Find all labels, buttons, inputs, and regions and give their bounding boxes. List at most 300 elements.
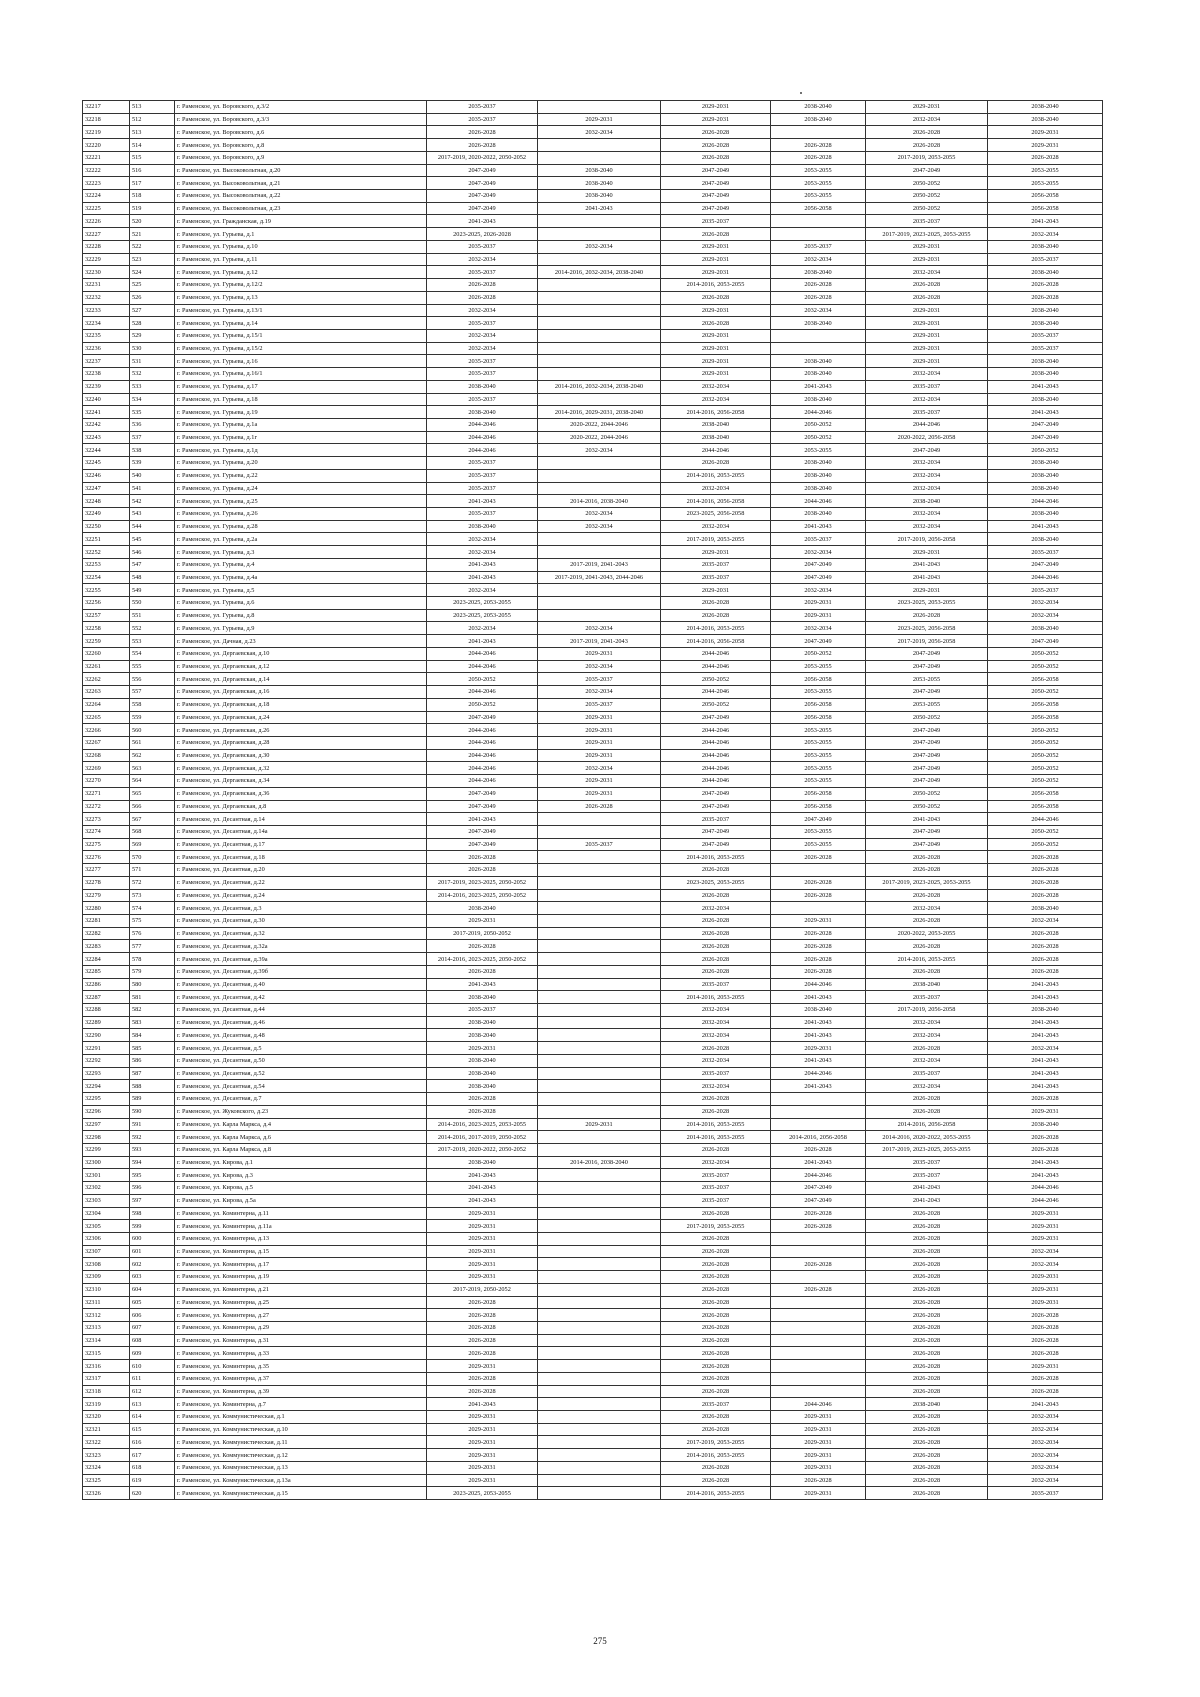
period-cell-2 (538, 940, 661, 953)
address-cell: г. Раменское, ул. Гурьева, д.1 (175, 228, 427, 241)
period-cell-4: 2053-2055 (771, 762, 866, 775)
local-number-cell: 568 (130, 825, 175, 838)
local-number-cell: 611 (130, 1372, 175, 1385)
period-cell-3: 2026-2028 (661, 228, 771, 241)
address-cell: г. Раменское, ул. Гурьева, д.20 (175, 457, 427, 470)
period-cell-4: 2035-2037 (771, 240, 866, 253)
table-row (83, 775, 1103, 788)
address-cell: г. Раменское, ул. Воровского, д.3/2 (175, 101, 427, 114)
period-cell-6: 2050-2052 (988, 775, 1103, 788)
address-cell: г. Раменское, ул. Десантная, д.42 (175, 991, 427, 1004)
period-cell-1: 2047-2049 (427, 164, 538, 177)
period-cell-2: 2029-2031 (538, 787, 661, 800)
period-cell-1: 2038-2040 (427, 1054, 538, 1067)
table-row (83, 1232, 1103, 1245)
period-cell-5: 2026-2028 (866, 1283, 988, 1296)
row-id-cell: 32298 (83, 1131, 130, 1144)
period-cell-3: 2026-2028 (661, 291, 771, 304)
address-cell: г. Раменское, ул. Жуковского, д.23 (175, 1105, 427, 1118)
local-number-cell: 530 (130, 342, 175, 355)
local-number-cell: 613 (130, 1398, 175, 1411)
local-number-cell: 570 (130, 851, 175, 864)
row-id-cell: 32270 (83, 775, 130, 788)
table-row (83, 597, 1103, 610)
local-number-cell: 560 (130, 724, 175, 737)
period-cell-5: 2026-2028 (866, 940, 988, 953)
period-cell-5: 2032-2034 (866, 469, 988, 482)
period-cell-5: 2032-2034 (866, 508, 988, 521)
period-cell-5: 2020-2022, 2056-2058 (866, 431, 988, 444)
period-cell-3: 2035-2037 (661, 1182, 771, 1195)
table-row (83, 380, 1103, 393)
period-cell-6: 2026-2028 (988, 864, 1103, 877)
period-cell-2 (538, 1474, 661, 1487)
period-cell-4: 2032-2034 (771, 253, 866, 266)
period-cell-1: 2041-2043 (427, 558, 538, 571)
row-id-cell: 32283 (83, 940, 130, 953)
table-row (83, 1296, 1103, 1309)
period-cell-4: 2053-2055 (771, 190, 866, 203)
period-cell-2: 2032-2034 (538, 508, 661, 521)
row-id-cell: 32297 (83, 1118, 130, 1131)
local-number-cell: 540 (130, 469, 175, 482)
period-cell-6: 2032-2034 (988, 609, 1103, 622)
table-row (83, 240, 1103, 253)
row-id-cell: 32287 (83, 991, 130, 1004)
period-cell-6: 2056-2058 (988, 711, 1103, 724)
period-cell-1: 2047-2049 (427, 190, 538, 203)
period-cell-6: 2038-2040 (988, 622, 1103, 635)
period-cell-1: 2026-2028 (427, 940, 538, 953)
period-cell-6: 2047-2049 (988, 418, 1103, 431)
period-cell-5: 2026-2028 (866, 1105, 988, 1118)
period-cell-2: 2029-2031 (538, 113, 661, 126)
period-cell-3: 2035-2037 (661, 571, 771, 584)
local-number-cell: 564 (130, 775, 175, 788)
period-cell-3: 2047-2049 (661, 825, 771, 838)
period-cell-4 (771, 329, 866, 342)
period-cell-2 (538, 393, 661, 406)
table-row (83, 190, 1103, 203)
period-cell-3: 2026-2028 (661, 597, 771, 610)
period-cell-5: 2026-2028 (866, 1334, 988, 1347)
period-cell-5: 2023-2025, 2056-2058 (866, 622, 988, 635)
table-row (83, 457, 1103, 470)
row-id-cell: 32269 (83, 762, 130, 775)
period-cell-6: 2038-2040 (988, 266, 1103, 279)
period-cell-1: 2041-2043 (427, 571, 538, 584)
period-cell-4: 2029-2031 (771, 1042, 866, 1055)
period-cell-4: 2029-2031 (771, 1411, 866, 1424)
period-cell-5: 2026-2028 (866, 1042, 988, 1055)
period-cell-2: 2032-2034 (538, 660, 661, 673)
period-cell-5: 2053-2055 (866, 673, 988, 686)
table-row (83, 1207, 1103, 1220)
period-cell-3: 2035-2037 (661, 978, 771, 991)
period-cell-4: 2047-2049 (771, 635, 866, 648)
address-cell: г. Раменское, ул. Коминтерна, д.17 (175, 1258, 427, 1271)
period-cell-4: 2026-2028 (771, 1474, 866, 1487)
local-number-cell: 552 (130, 622, 175, 635)
period-cell-5: 2017-2019, 2056-2058 (866, 635, 988, 648)
table-row (83, 1131, 1103, 1144)
period-cell-1: 2014-2016, 2017-2019, 2050-2052 (427, 1131, 538, 1144)
period-cell-4 (771, 215, 866, 228)
period-cell-3: 2026-2028 (661, 1143, 771, 1156)
period-cell-3: 2038-2040 (661, 418, 771, 431)
local-number-cell: 554 (130, 647, 175, 660)
period-cell-6: 2026-2028 (988, 1131, 1103, 1144)
address-cell: г. Раменское, ул. Гурьева, д.1г (175, 431, 427, 444)
period-cell-5: 2041-2043 (866, 813, 988, 826)
period-cell-4: 2026-2028 (771, 953, 866, 966)
row-id-cell: 32230 (83, 266, 130, 279)
period-cell-2 (538, 1258, 661, 1271)
period-cell-2 (538, 279, 661, 292)
period-cell-3: 2026-2028 (661, 1423, 771, 1436)
table-row (83, 279, 1103, 292)
period-cell-6: 2026-2028 (988, 1143, 1103, 1156)
period-cell-6: 2038-2040 (988, 1118, 1103, 1131)
period-cell-1: 2017-2019, 2023-2025, 2050-2052 (427, 876, 538, 889)
period-cell-4 (771, 1118, 866, 1131)
period-cell-6: 2050-2052 (988, 724, 1103, 737)
period-cell-5: 2017-2019, 2023-2025, 2053-2055 (866, 228, 988, 241)
period-cell-2 (538, 991, 661, 1004)
period-cell-4: 2038-2040 (771, 368, 866, 381)
table-row (83, 1487, 1103, 1500)
period-cell-5: 2026-2028 (866, 139, 988, 152)
table-row (83, 1182, 1103, 1195)
period-cell-5: 2035-2037 (866, 1169, 988, 1182)
period-cell-6: 2026-2028 (988, 953, 1103, 966)
period-cell-5: 2050-2052 (866, 190, 988, 203)
period-cell-5: 2035-2037 (866, 380, 988, 393)
period-cell-6: 2029-2031 (988, 139, 1103, 152)
period-cell-2 (538, 1105, 661, 1118)
period-cell-6: 2035-2037 (988, 546, 1103, 559)
period-cell-5: 2053-2055 (866, 698, 988, 711)
period-cell-5: 2029-2031 (866, 317, 988, 330)
row-id-cell: 32300 (83, 1156, 130, 1169)
table-row (83, 304, 1103, 317)
table-row (83, 1194, 1103, 1207)
row-id-cell: 32302 (83, 1182, 130, 1195)
period-cell-2 (538, 953, 661, 966)
period-cell-1: 2029-2031 (427, 1042, 538, 1055)
period-cell-2: 2038-2040 (538, 164, 661, 177)
local-number-cell: 512 (130, 113, 175, 126)
period-cell-4: 2047-2049 (771, 558, 866, 571)
period-cell-3: 2026-2028 (661, 609, 771, 622)
address-cell: г. Раменское, ул. Коминтерна, д.39 (175, 1385, 427, 1398)
period-cell-2 (538, 329, 661, 342)
table-row (83, 1143, 1103, 1156)
period-cell-1: 2026-2028 (427, 851, 538, 864)
period-cell-1: 2035-2037 (427, 317, 538, 330)
period-cell-1: 2026-2028 (427, 279, 538, 292)
address-cell: г. Раменское, ул. Дергаевская, д.26 (175, 724, 427, 737)
period-cell-5: 2023-2025, 2053-2055 (866, 597, 988, 610)
local-number-cell: 588 (130, 1080, 175, 1093)
period-cell-6: 2035-2037 (988, 1487, 1103, 1500)
period-cell-6: 2032-2034 (988, 228, 1103, 241)
address-cell: г. Раменское, ул. Десантная, д.44 (175, 1004, 427, 1017)
address-cell: г. Раменское, ул. Кирова, д.5а (175, 1194, 427, 1207)
period-cell-2: 2038-2040 (538, 177, 661, 190)
period-cell-2 (538, 825, 661, 838)
row-id-cell: 32236 (83, 342, 130, 355)
period-cell-6: 2041-2043 (988, 991, 1103, 1004)
period-cell-3: 2032-2034 (661, 520, 771, 533)
row-id-cell: 32286 (83, 978, 130, 991)
table-row (83, 876, 1103, 889)
period-cell-5: 2047-2049 (866, 686, 988, 699)
period-cell-1: 2026-2028 (427, 291, 538, 304)
period-cell-1: 2029-2031 (427, 915, 538, 928)
period-cell-4: 2029-2031 (771, 1461, 866, 1474)
row-id-cell: 32324 (83, 1461, 130, 1474)
period-cell-2 (538, 228, 661, 241)
period-cell-2 (538, 813, 661, 826)
period-cell-6: 2041-2043 (988, 1156, 1103, 1169)
period-cell-5: 2032-2034 (866, 368, 988, 381)
period-cell-3: 2026-2028 (661, 1309, 771, 1322)
table-row (83, 686, 1103, 699)
period-cell-2: 2020-2022, 2044-2046 (538, 431, 661, 444)
period-cell-5: 2050-2052 (866, 787, 988, 800)
table-row (83, 1322, 1103, 1335)
period-cell-2 (538, 469, 661, 482)
period-cell-6: 2050-2052 (988, 444, 1103, 457)
row-id-cell: 32245 (83, 457, 130, 470)
period-cell-1: 2038-2040 (427, 520, 538, 533)
period-cell-3: 2050-2052 (661, 673, 771, 686)
table-row (83, 1245, 1103, 1258)
table-row (83, 1054, 1103, 1067)
period-cell-3: 2047-2049 (661, 787, 771, 800)
period-cell-1: 2044-2046 (427, 762, 538, 775)
address-cell: г. Раменское, ул. Коминтерна, д.25 (175, 1296, 427, 1309)
period-cell-6: 2038-2040 (988, 469, 1103, 482)
period-cell-2 (538, 368, 661, 381)
period-cell-2: 2014-2016, 2032-2034, 2038-2040 (538, 380, 661, 393)
period-cell-6: 2029-2031 (988, 1207, 1103, 1220)
period-cell-5: 2035-2037 (866, 1156, 988, 1169)
address-cell: г. Раменское, ул. Воровского, д.6 (175, 126, 427, 139)
address-cell: г. Раменское, ул. Дергаевская, д.10 (175, 647, 427, 660)
period-cell-6: 2041-2043 (988, 1067, 1103, 1080)
address-cell: г. Раменское, ул. Коминтерна, д.15 (175, 1245, 427, 1258)
period-cell-1: 2038-2040 (427, 902, 538, 915)
table-row (83, 1474, 1103, 1487)
local-number-cell: 582 (130, 1004, 175, 1017)
period-cell-1: 2047-2049 (427, 202, 538, 215)
row-id-cell: 32251 (83, 533, 130, 546)
period-cell-2 (538, 1080, 661, 1093)
table-row (83, 724, 1103, 737)
row-id-cell: 32326 (83, 1487, 130, 1500)
period-cell-1: 2035-2037 (427, 113, 538, 126)
period-cell-6: 2041-2043 (988, 1029, 1103, 1042)
period-cell-5: 2026-2028 (866, 1232, 988, 1245)
local-number-cell: 534 (130, 393, 175, 406)
table-row (83, 228, 1103, 241)
row-id-cell: 32231 (83, 279, 130, 292)
period-cell-2: 2032-2034 (538, 126, 661, 139)
table-row (83, 1411, 1103, 1424)
period-cell-4: 2047-2049 (771, 813, 866, 826)
period-cell-5: 2029-2031 (866, 101, 988, 114)
period-cell-6: 2038-2040 (988, 368, 1103, 381)
period-cell-6: 2041-2043 (988, 1016, 1103, 1029)
local-number-cell: 577 (130, 940, 175, 953)
period-cell-3: 2044-2046 (661, 762, 771, 775)
period-cell-1: 2038-2040 (427, 380, 538, 393)
period-cell-2: 2032-2034 (538, 520, 661, 533)
local-number-cell: 618 (130, 1461, 175, 1474)
period-cell-3: 2026-2028 (661, 1042, 771, 1055)
period-cell-4: 2047-2049 (771, 1194, 866, 1207)
row-id-cell: 32290 (83, 1029, 130, 1042)
period-cell-1: 2044-2046 (427, 431, 538, 444)
period-cell-5: 2026-2028 (866, 609, 988, 622)
period-cell-6: 2038-2040 (988, 457, 1103, 470)
period-cell-1: 2035-2037 (427, 266, 538, 279)
period-cell-1: 2047-2049 (427, 177, 538, 190)
period-cell-4: 2029-2031 (771, 1436, 866, 1449)
address-cell: г. Раменское, ул. Десантная, д.14 (175, 813, 427, 826)
row-id-cell: 32317 (83, 1372, 130, 1385)
period-cell-4: 2053-2055 (771, 775, 866, 788)
row-id-cell: 32303 (83, 1194, 130, 1207)
period-cell-2 (538, 1029, 661, 1042)
period-cell-3: 2035-2037 (661, 558, 771, 571)
period-cell-2 (538, 965, 661, 978)
period-cell-3: 2050-2052 (661, 698, 771, 711)
period-cell-5: 2029-2031 (866, 546, 988, 559)
row-id-cell: 32223 (83, 177, 130, 190)
local-number-cell: 578 (130, 953, 175, 966)
period-cell-5: 2026-2028 (866, 1245, 988, 1258)
period-cell-3: 2026-2028 (661, 1461, 771, 1474)
table-row (83, 1283, 1103, 1296)
row-id-cell: 32242 (83, 418, 130, 431)
table-row (83, 1372, 1103, 1385)
period-cell-3: 2032-2034 (661, 1054, 771, 1067)
period-cell-3: 2026-2028 (661, 1105, 771, 1118)
period-cell-1: 2032-2034 (427, 304, 538, 317)
period-cell-5: 2026-2028 (866, 1385, 988, 1398)
period-cell-4: 2026-2028 (771, 889, 866, 902)
table-row (83, 266, 1103, 279)
row-id-cell: 32315 (83, 1347, 130, 1360)
period-cell-6: 2026-2028 (988, 889, 1103, 902)
local-number-cell: 601 (130, 1245, 175, 1258)
period-cell-3: 2032-2034 (661, 902, 771, 915)
table-row (83, 393, 1103, 406)
address-cell: г. Раменское, ул. Гурьева, д.18 (175, 393, 427, 406)
period-cell-4: 2053-2055 (771, 686, 866, 699)
period-cell-3: 2026-2028 (661, 1232, 771, 1245)
address-cell: г. Раменское, ул. Коминтерна, д.21 (175, 1283, 427, 1296)
local-number-cell: 619 (130, 1474, 175, 1487)
period-cell-4: 2053-2055 (771, 838, 866, 851)
period-cell-1: 2041-2043 (427, 495, 538, 508)
period-cell-2: 2029-2031 (538, 1118, 661, 1131)
address-cell: г. Раменское, ул. Высоковольтная, д.22 (175, 190, 427, 203)
period-cell-4: 2038-2040 (771, 113, 866, 126)
row-id-cell: 32217 (83, 101, 130, 114)
local-number-cell: 547 (130, 558, 175, 571)
local-number-cell: 608 (130, 1334, 175, 1347)
period-cell-5: 2014-2016, 2056-2058 (866, 1118, 988, 1131)
period-cell-2: 2020-2022, 2044-2046 (538, 418, 661, 431)
period-cell-4 (771, 1360, 866, 1373)
period-cell-2: 2014-2016, 2038-2040 (538, 1156, 661, 1169)
row-id-cell: 32243 (83, 431, 130, 444)
period-cell-2 (538, 457, 661, 470)
period-cell-1: 2023-2025, 2053-2055 (427, 597, 538, 610)
period-cell-3: 2044-2046 (661, 660, 771, 673)
period-cell-2: 2017-2019, 2041-2043, 2044-2046 (538, 571, 661, 584)
period-cell-1: 2017-2019, 2050-2052 (427, 1283, 538, 1296)
period-cell-6: 2026-2028 (988, 279, 1103, 292)
row-id-cell: 32272 (83, 800, 130, 813)
local-number-cell: 522 (130, 240, 175, 253)
address-cell: г. Раменское, ул. Карла Маркса, д.6 (175, 1131, 427, 1144)
local-number-cell: 561 (130, 736, 175, 749)
local-number-cell: 571 (130, 864, 175, 877)
period-cell-5: 2041-2043 (866, 571, 988, 584)
row-id-cell: 32224 (83, 190, 130, 203)
period-cell-1: 2038-2040 (427, 406, 538, 419)
period-cell-1: 2035-2037 (427, 1004, 538, 1017)
table-row (83, 1271, 1103, 1284)
period-cell-2 (538, 851, 661, 864)
housing-repair-schedule-table (82, 100, 1103, 1500)
local-number-cell: 587 (130, 1067, 175, 1080)
row-id-cell: 32219 (83, 126, 130, 139)
local-number-cell: 528 (130, 317, 175, 330)
period-cell-4 (771, 1372, 866, 1385)
period-cell-2 (538, 1296, 661, 1309)
period-cell-3: 2047-2049 (661, 202, 771, 215)
period-cell-1: 2026-2028 (427, 1093, 538, 1106)
local-number-cell: 597 (130, 1194, 175, 1207)
address-cell: г. Раменское, ул. Коминтерна, д.31 (175, 1334, 427, 1347)
period-cell-1: 2029-2031 (427, 1271, 538, 1284)
period-cell-1: 2038-2040 (427, 1029, 538, 1042)
local-number-cell: 526 (130, 291, 175, 304)
period-cell-6: 2026-2028 (988, 927, 1103, 940)
address-cell: г. Раменское, ул. Гурьева, д.4а (175, 571, 427, 584)
table-row (83, 915, 1103, 928)
period-cell-3: 2014-2016, 2053-2055 (661, 1487, 771, 1500)
local-number-cell: 548 (130, 571, 175, 584)
period-cell-6: 2032-2034 (988, 1042, 1103, 1055)
address-cell: г. Раменское, ул. Гурьева, д.10 (175, 240, 427, 253)
row-id-cell: 32276 (83, 851, 130, 864)
period-cell-6: 2026-2028 (988, 1334, 1103, 1347)
period-cell-3: 2014-2016, 2056-2058 (661, 495, 771, 508)
period-cell-5: 2026-2028 (866, 1449, 988, 1462)
period-cell-2 (538, 1398, 661, 1411)
address-cell: г. Раменское, ул. Гурьева, д.16/1 (175, 368, 427, 381)
period-cell-1: 2029-2031 (427, 1411, 538, 1424)
address-cell: г. Раменское, ул. Коминтерна, д.11а (175, 1220, 427, 1233)
period-cell-4: 2026-2028 (771, 927, 866, 940)
